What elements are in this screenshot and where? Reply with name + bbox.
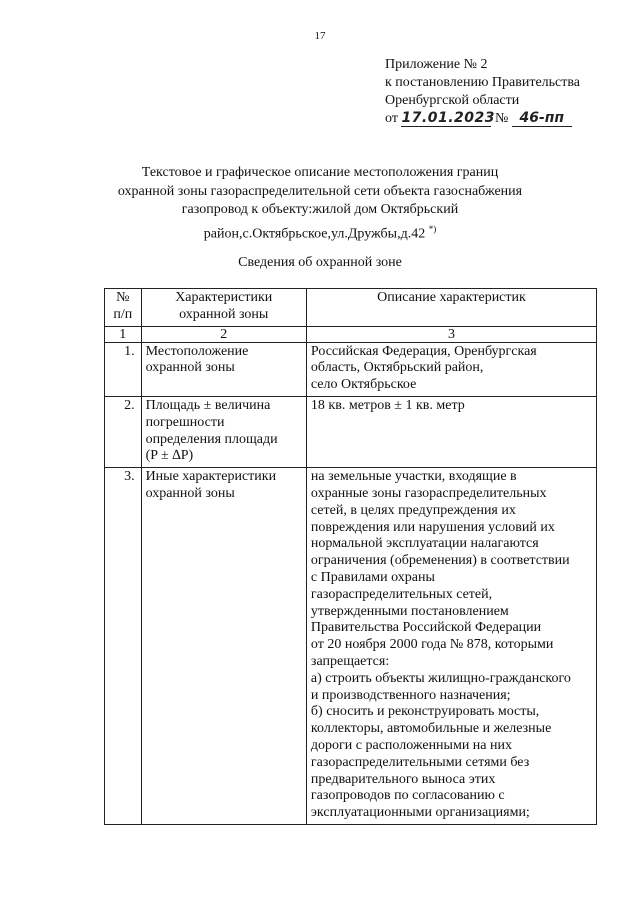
description-line: на земельные участки, входящие в (310, 469, 517, 485)
characteristic-line: охранной зоны (145, 485, 235, 501)
characteristic-line: погрешности (145, 414, 225, 430)
number-label: № (494, 111, 509, 126)
description-line: повреждения или нарушения условий их (310, 519, 555, 535)
section-subtitle: Сведения об охранной зоне (238, 255, 402, 270)
description-line: и производственного назначения; (310, 687, 511, 703)
characteristic-line: (P ± ∆P) (145, 448, 194, 464)
row-characteristic (141, 342, 306, 396)
header-description: Описание характеристик (306, 289, 596, 327)
description-line: утвержденными постановлением (310, 603, 509, 619)
characteristic-line: Местоположение (145, 343, 249, 359)
characteristic-line: определения площади (145, 431, 278, 447)
appendix-header (385, 56, 580, 128)
description-line: газораспределительных сетей, (310, 586, 493, 602)
title-line-4-text: район,с.Октябрьское,ул.Дружбы,д.42 (203, 226, 426, 242)
handwritten-date: 17.01.2023 (401, 110, 496, 126)
description-line: предварительного выноса этих (310, 771, 496, 787)
header-characteristics-line-1: Характеристики (175, 290, 273, 305)
appendix-ref-line: к постановлению Правительства (385, 75, 581, 90)
zone-info-table (104, 288, 597, 825)
description-line: нормальной эксплуатации налагаются (310, 536, 539, 552)
title-line-4 (0, 220, 640, 244)
row-description (306, 342, 596, 396)
row-description (306, 468, 596, 825)
title-line-1: Текстовое и графическое описание местоположения границ (141, 165, 499, 180)
description-line: село Октябрьское (310, 377, 417, 393)
description-line: 18 кв. метров ± 1 кв. метр (310, 397, 465, 413)
header-num (105, 289, 142, 327)
characteristic-line: охранной зоны (145, 360, 235, 376)
row-number: 3. (105, 468, 142, 825)
title-line-2: охранной зоны газораспределительной сети объекта газоснабжения (117, 183, 523, 199)
description-line: б) сносить и реконструировать мосты, (310, 704, 540, 720)
title-line-3: газопровод к объекту:жилой дом Октябрьский (181, 202, 459, 217)
header-num-line-2: п/п (113, 306, 133, 322)
row-characteristic (141, 468, 306, 825)
row-characteristic (141, 396, 306, 467)
description-line: ограничения (обременения) в соответствии (310, 553, 570, 569)
header-num-line-1: № (116, 290, 130, 305)
footnote-mark: *) (428, 223, 437, 234)
description-line: газораспределительными сетями без (310, 754, 530, 770)
description-line: коллекторы, автомобильные и железные (310, 721, 552, 737)
index-cell-2: 2 (141, 326, 306, 342)
description-line: а) строить объекты жилищно-гражданского (310, 670, 571, 686)
description-line: охранные зоны газораспределительных (310, 485, 547, 501)
description-line: эксплуатационными организациями; (310, 805, 530, 821)
index-cell-1: 1 (105, 326, 142, 342)
document-title (0, 164, 640, 244)
description-line: газопроводов по согласованию с (310, 788, 505, 804)
header-characteristics-line-2: охранной зоны (179, 306, 269, 322)
row-number: 1. (105, 342, 142, 396)
appendix-date-number-line (385, 110, 580, 128)
row-description (306, 396, 596, 467)
table-index-row (105, 326, 597, 342)
handwritten-number: 46-пп (512, 111, 572, 127)
header-characteristics (141, 289, 306, 327)
from-label: от (385, 111, 398, 126)
characteristic-line: Площадь ± величина (145, 397, 271, 413)
description-line: Российская Федерация, Оренбургская (310, 343, 537, 359)
description-line: область, Октябрьский район, (310, 360, 484, 376)
page-number: 17 (314, 30, 326, 42)
row-number: 2. (105, 396, 142, 467)
table-row-location (105, 342, 597, 396)
description-line: запрещается: (310, 653, 390, 669)
table-row-area (105, 396, 597, 467)
description-line: дороги с расположенными на них (310, 737, 513, 753)
appendix-title: Приложение № 2 (385, 57, 488, 72)
index-cell-3: 3 (306, 326, 596, 342)
description-line: от 20 ноября 2000 года № 878, которыми (310, 637, 554, 653)
characteristic-line: Иные характеристики (145, 469, 277, 485)
description-line: сетей, в целях предупреждения их (310, 502, 516, 518)
table-header-row (105, 289, 597, 327)
appendix-region-line: Оренбургской области (385, 93, 520, 108)
description-line: с Правилами охраны (310, 569, 435, 585)
description-line: Правительства Российской Федерации (310, 620, 542, 636)
table-row-other (105, 468, 597, 825)
